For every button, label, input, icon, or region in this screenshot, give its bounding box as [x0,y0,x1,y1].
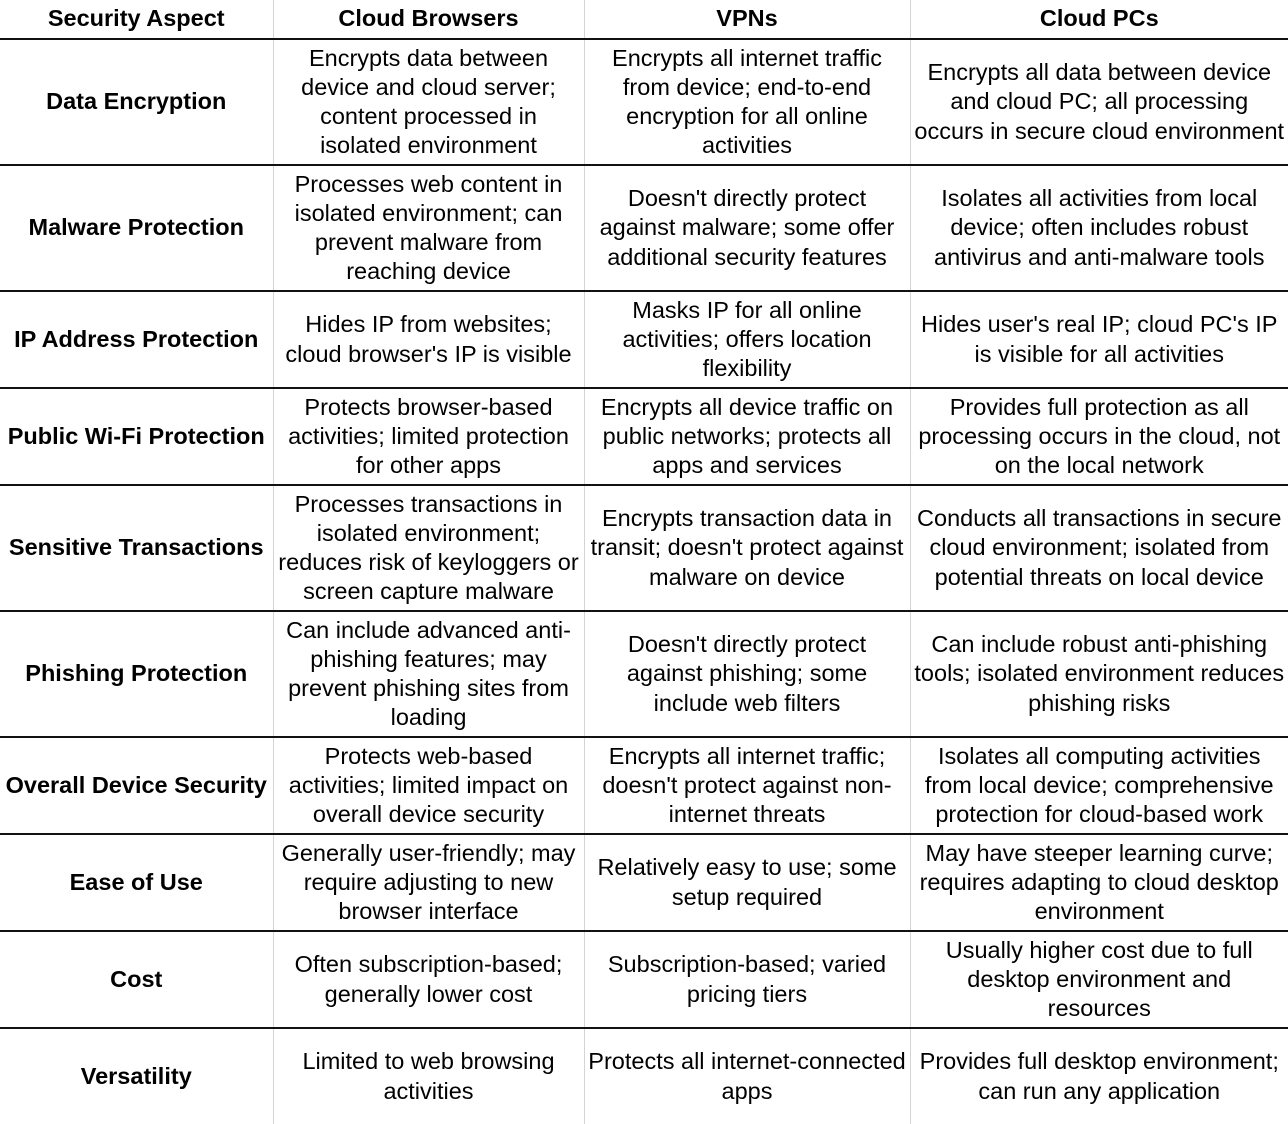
vpns-cell: Subscription-based; varied pricing tiers [584,931,910,1028]
cloud-pcs-cell: May have steeper learning curve; requires adapting to cloud desktop environment [910,834,1288,931]
row-aspect: IP Address Protection [0,291,273,388]
cloud-pcs-cell: Usually higher cost due to full desktop environment and resources [910,931,1288,1028]
cloud-browsers-cell: Often subscription-based; generally lower cost [273,931,584,1028]
table-row [0,611,1288,737]
table-row [0,39,1288,165]
table-row [0,931,1288,1028]
header-vpns: VPNs [584,0,910,39]
table-row [0,291,1288,388]
table-row [0,165,1288,291]
row-aspect: Phishing Protection [0,611,273,737]
row-aspect: Ease of Use [0,834,273,931]
row-aspect: Overall Device Security [0,737,273,834]
table-row [0,834,1288,931]
row-aspect: Malware Protection [0,165,273,291]
header-security-aspect: Security Aspect [0,0,273,39]
row-aspect: Public Wi-Fi Protection [0,388,273,485]
row-aspect: Sensitive Transactions [0,485,273,611]
cloud-browsers-cell: Protects browser-based activities; limited protection for other apps [273,388,584,485]
header-cloud-pcs: Cloud PCs [910,0,1288,39]
vpns-cell: Encrypts all internet traffic from device; end-to-end encryption for all online activities [584,39,910,165]
cloud-pcs-cell: Isolates all computing activities from local device; comprehensive protection for cloud-based work [910,737,1288,834]
vpns-cell: Relatively easy to use; some setup required [584,834,910,931]
cloud-browsers-cell: Processes web content in isolated environment; can prevent malware from reaching device [273,165,584,291]
cloud-pcs-cell: Provides full protection as all processing occurs in the cloud, not on the local network [910,388,1288,485]
table-row [0,737,1288,834]
row-aspect: Cost [0,931,273,1028]
vpns-cell: Encrypts transaction data in transit; doesn't protect against malware on device [584,485,910,611]
header-row [0,0,1288,39]
cloud-browsers-cell: Can include advanced anti-phishing features; may prevent phishing sites from loading [273,611,584,737]
vpns-cell: Protects all internet-connected apps [584,1028,910,1124]
table-row [0,485,1288,611]
cloud-browsers-cell: Hides IP from websites; cloud browser's IP is visible [273,291,584,388]
cloud-browsers-cell: Protects web-based activities; limited impact on overall device security [273,737,584,834]
vpns-cell: Encrypts all device traffic on public networks; protects all apps and services [584,388,910,485]
cloud-pcs-cell: Provides full desktop environment; can run any application [910,1028,1288,1124]
vpns-cell: Masks IP for all online activities; offers location flexibility [584,291,910,388]
cloud-browsers-cell: Encrypts data between device and cloud server; content processed in isolated environment [273,39,584,165]
vpns-cell: Doesn't directly protect against phishing; some include web filters [584,611,910,737]
cloud-browsers-cell: Processes transactions in isolated environment; reduces risk of keyloggers or screen capture malware [273,485,584,611]
table-row [0,388,1288,485]
cloud-pcs-cell: Hides user's real IP; cloud PC's IP is visible for all activities [910,291,1288,388]
cloud-browsers-cell: Limited to web browsing activities [273,1028,584,1124]
cloud-pcs-cell: Can include robust anti-phishing tools; isolated environment reduces phishing risks [910,611,1288,737]
cloud-pcs-cell: Conducts all transactions in secure cloud environment; isolated from potential threats on local device [910,485,1288,611]
row-aspect: Data Encryption [0,39,273,165]
header-cloud-browsers: Cloud Browsers [273,0,584,39]
table-row [0,1028,1288,1124]
row-aspect: Versatility [0,1028,273,1124]
cloud-pcs-cell: Encrypts all data between device and cloud PC; all processing occurs in secure cloud environment [910,39,1288,165]
cloud-pcs-cell: Isolates all activities from local device; often includes robust antivirus and anti-malware tools [910,165,1288,291]
vpns-cell: Encrypts all internet traffic; doesn't protect against non-internet threats [584,737,910,834]
cloud-browsers-cell: Generally user-friendly; may require adjusting to new browser interface [273,834,584,931]
vpns-cell: Doesn't directly protect against malware; some offer additional security features [584,165,910,291]
